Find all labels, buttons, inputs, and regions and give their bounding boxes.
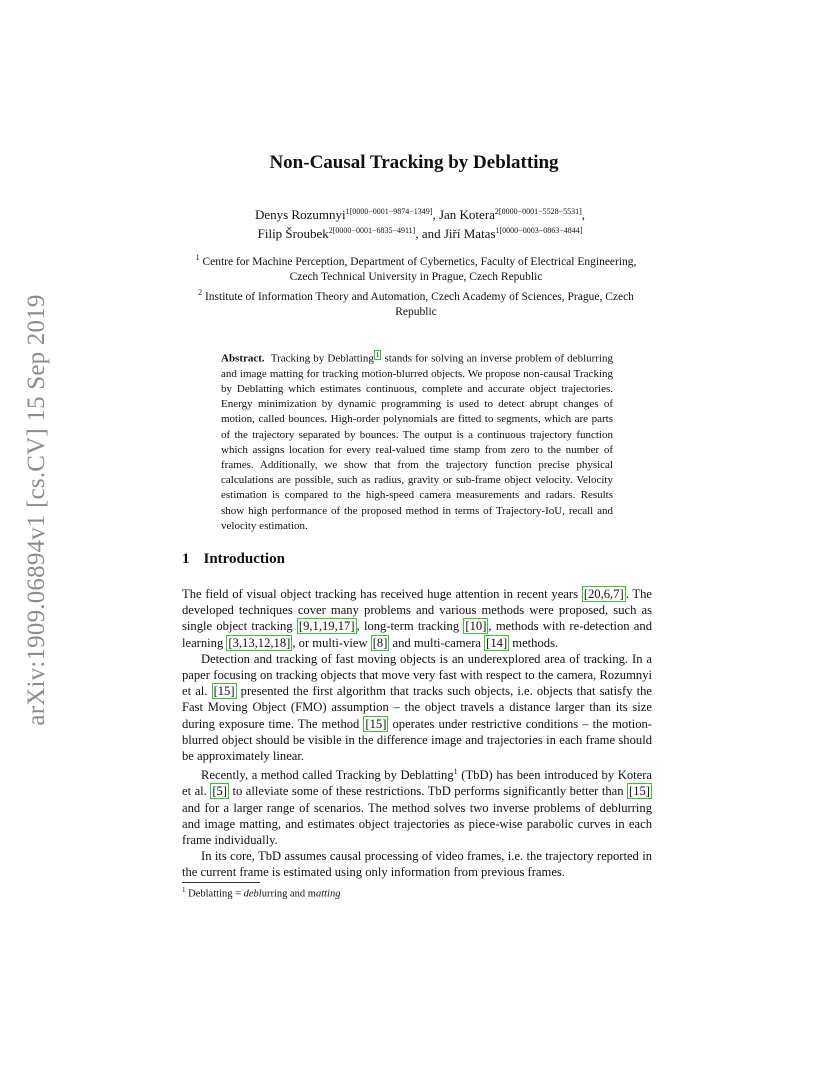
author-name: Filip Šroubek bbox=[257, 226, 329, 241]
citation-link[interactable]: [15] bbox=[213, 684, 235, 699]
citation-link[interactable]: [3,13,12,18] bbox=[228, 635, 291, 650]
footnote-marker[interactable]: 1 bbox=[453, 767, 458, 777]
affiliations bbox=[180, 250, 652, 320]
paper-title: Non-Causal Tracking by Deblatting bbox=[269, 152, 559, 173]
citation-link[interactable]: [20,6,7] bbox=[583, 587, 624, 601]
section-title: Introduction bbox=[203, 551, 285, 567]
paragraph: Detection and tracking of fast moving objects is an underexplored area of tracking. In a paper focusing on tracking objects that move very fast with respect to the camera, Rozumnyi et al. [15] presented the first algorithm that tracks such objects, i.e. objects that satisfy the Fast Moving Object (FMO) assumption – the object travels a distance larger than its size during exposure time. The method [15] operates under restrictive conditions – the motion-blurred object should be visible in the difference image and trajectories in each frame should be approximately linear. bbox=[182, 651, 653, 764]
footnote: $^1$ Deblatting = deblurring and matting bbox=[182, 886, 341, 900]
introduction-body bbox=[182, 586, 652, 881]
citation-link[interactable]: [9,1,19,17] bbox=[298, 619, 355, 634]
author-orcid: 1[0000−0003−0863−4844] bbox=[495, 226, 583, 235]
footnote-link[interactable]: 1 bbox=[375, 351, 380, 359]
abstract-label: Abstract. bbox=[221, 352, 265, 365]
author-list: Denys Rozumnyi$^{1[0000-0001-9874-1349]}$, Jan Kotera$^{2[0000-0001-5528-5531]}$, Filip Šroubek$^{2[0000-0001-6835-4911]}$, and Jiří Matas$^{1[0000-0003-0863-4844]}$ bbox=[254, 207, 586, 241]
author-conjunction: , and bbox=[415, 226, 444, 241]
citation-link[interactable]: [8] bbox=[372, 635, 388, 650]
citation-link[interactable]: [14] bbox=[486, 635, 508, 650]
affiliation-2: $^2$ Institute of Information Theory and Automation, Czech Academy of Sciences, Prague, Czech Republic bbox=[198, 287, 634, 318]
author-orcid: 2[0000−0001−5528−5531] bbox=[494, 207, 582, 216]
citation-link[interactable]: [15] bbox=[365, 716, 387, 731]
paragraph: The field of visual object tracking has received huge attention in recent years [20,6,7] . The developed techniques cover many problems and various methods were proposed, such as single object tracking [9,1,19,17] , long-term tracking [10] , methods with re-detection and learning [3,13,12,18] , or multi-view [8] and multi-camera [14] methods. bbox=[182, 587, 652, 650]
arxiv-side-stamp bbox=[22, 285, 52, 735]
author-name: Jan Kotera bbox=[438, 207, 495, 222]
citation-link[interactable]: [5] bbox=[212, 784, 227, 799]
author-name: Jiří Matas bbox=[443, 226, 496, 241]
section-heading bbox=[182, 551, 285, 568]
author-orcid: 1[0000−0001−9874−1349] bbox=[345, 207, 433, 216]
author-orcid: 2[0000−0001−6835−4911] bbox=[328, 226, 416, 235]
abstract: Abstract. Tracking by Deblatting $^1$ stands for solving an inverse problem of deblurring and image matting for tracking motion-blurred objects. We propose non-causal Tracking by Deblatting which estimates continuous, complete and accurate object trajectories. Energy minimization by dynamic programming is used to detect abrupt changes of motion, called bounces. High-order polynomials are fitted to segments, which are parts of the trajectory separated by bounces. The output is a continuous trajectory function which assigns location for every real-valued time stamp from zero to the number of frames. Additionally, we show that from the trajectory function precise physical calculations are possible, such as radius, gravity or sub-frame object velocity. Velocity estimation is compared to the high-speed camera measurements and radars. Results show high performance of the proposed method in terms of Trajectory-IoU, recall and velocity estimation. bbox=[221, 351, 614, 532]
section-number: 1 bbox=[182, 551, 190, 567]
footnote-divider bbox=[182, 882, 260, 883]
citation-link[interactable]: [10] bbox=[465, 619, 487, 634]
affiliation-1: $^1$ Centre for Machine Perception, Department of Cybernetics, Faculty of Electrical Engineering, Czech Technical University in Prague, Czech Republic bbox=[195, 253, 637, 283]
arxiv-identifier: arXiv:1909.06894v1 [cs.CV] 15 Sep 2019 bbox=[23, 294, 50, 726]
author-name: Denys Rozumnyi bbox=[254, 207, 346, 222]
paragraph: Recently, a method called Tracking by Deblatting$^1$ (TbD) has been introduced by Kotera et al. [5] to alleviate some of these restrictions. TbD performs significantly better than [15] and for a larger range of scenarios. The method solves two inverse problems of deblurring and image matting, and estimates object trajectories as piece-wise parabolic curves in each frame individually. bbox=[182, 767, 652, 848]
paragraph: In its core, TbD assumes causal processing of video frames, i.e. the trajectory reported in the current frame is estimated using only information from previous frames. bbox=[182, 849, 652, 880]
citation-link[interactable]: [15] bbox=[629, 784, 650, 799]
